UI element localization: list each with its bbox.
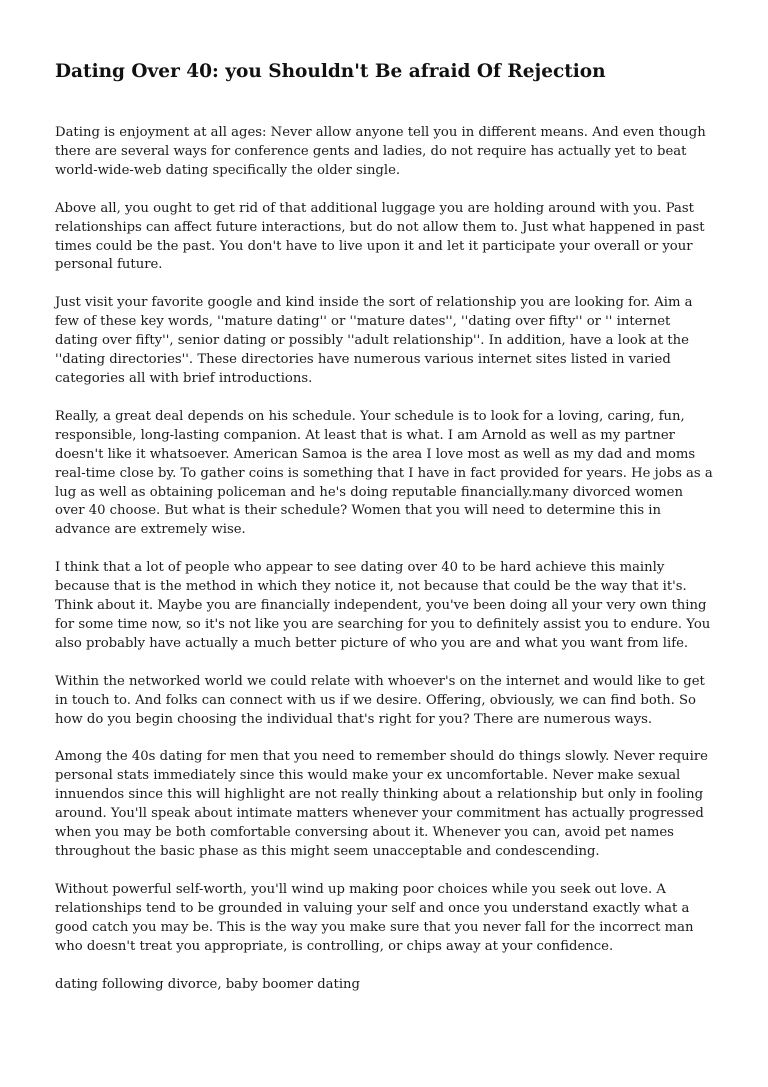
tags-line: dating following divorce, baby boomer dating (55, 976, 360, 992)
paragraph-6: Within the networked world we could relate with whoever's on the internet and would like to get in touch to. And folks can connect with us if we desire. Offering, obviously, we can find both. So how do you begin choosing the individual that's right for you? There are numerous ways. (55, 673, 705, 727)
document-title: Dating Over 40: you Shouldn't Be afraid Of Rejection (55, 61, 606, 82)
paragraph-7: Among the 40s dating for men that you need to remember should do things slowly. Never require personal stats immediately since this would make your ex uncomfortable. Never make sexual innuendos since this will highlight are not really thinking about a relationship but only in fooling around. You'll speak about intimate matters whenever your commitment has actually progressed when you may be both comfortable conversing about it. Whenever you can, avoid pet names throughout the basic phase as this might seem unacceptable and condescending. (55, 749, 708, 859)
paragraph-1: Dating is enjoyment at all ages: Never allow anyone tell you in different means. And even though there are several ways for conference gents and ladies, do not require has actually yet to beat world-wide-web dating specifically the older single. (55, 125, 706, 178)
paragraph-5: I think that a lot of people who appear to see dating over 40 to be hard achieve this mainly because that is the method in which they notice it, not because that could be the way that it's. Think about it. Maybe you are financially independent, you've been doing all your very own thing for some time now, so it's not like you are searching for you to definitely assist you to endure. You also probably have actually a much better picture of who you are and what you want from life. (55, 560, 711, 651)
paragraph-8: Without powerful self-worth, you'll wind up making poor choices while you seek out love. A relationships tend to be grounded in valuing your self and once you understand exactly what a good catch you may be. This is the way you make sure that you never fall for the incorrect man who doesn't treat you appropriate, is controlling, or chips away at your confidence. (55, 881, 694, 954)
paragraph-2: Above all, you ought to get rid of that additional luggage you are holding around with you. Past relationships can affect future interactions, but do not allow them to. Just what happened in past times could be the past. You don't have to live upon it and let it participate your overall or your personal future. (55, 200, 705, 273)
paragraph-4: Really, a great deal depends on his schedule. Your schedule is to look for a loving, caring, fun, responsible, long-lasting companion. At least that is what. I am Arnold as well as my partner doesn't like it whatsoever. American Samoa is the area I love most as well as my dad and moms real-time close by. To gather coins is something that I have in fact provided for years. He jobs as a lug as well as obtaining policeman and he's doing reputable financially.many divorced women over 40 choose. But what is their schedule? Women that you will need to determine this in advance are extremely wise. (55, 408, 713, 538)
document-page (55, 58, 715, 1013)
paragraph-3: Just visit your favorite google and kind inside the sort of relationship you are looking for. Aim a few of these key words, ''mature dating'' or ''mature dates'', ''dating over fifty'' or '' internet dating over fifty'', senior dating or possibly ''adult relationship''. In addition, have a look at the ''dating directories''. These directories have numerous various internet sites listed in varied categories all with brief introductions. (55, 295, 693, 386)
